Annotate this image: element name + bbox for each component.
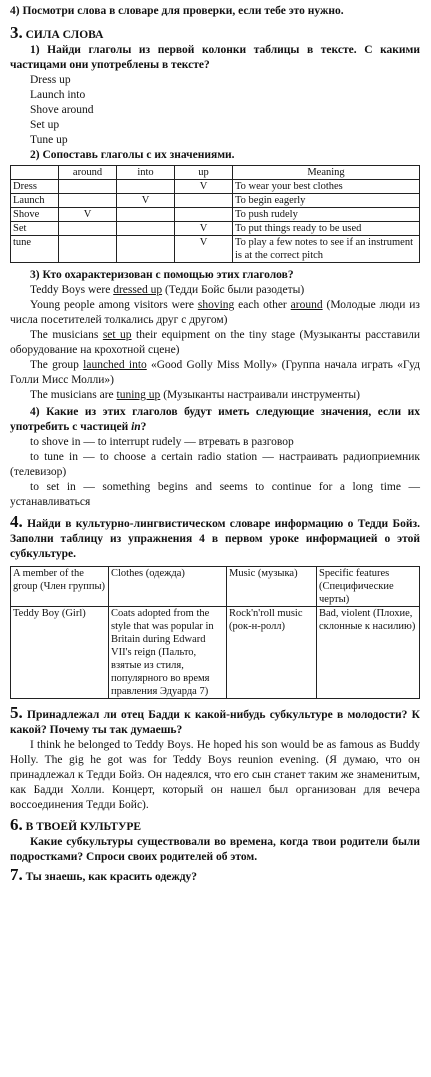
verb-item: Set up <box>30 119 60 131</box>
s3-question-2: 2) Сопоставь глаголы с их значениями. <box>30 149 235 161</box>
answer-text: Young people among visitors were <box>30 299 198 311</box>
verb-item: Tune up <box>30 134 68 146</box>
answer-text: (Молодые люди из числа посетителей толкались друг с другом) <box>10 299 420 326</box>
answer-text: each other <box>234 299 291 311</box>
meaning-line: to shove in — to interrupt rudely — втревать в разговор <box>30 436 294 448</box>
table-cell: V <box>59 208 117 222</box>
table-cell: To play a few notes to see if an instrument is at the correct pitch <box>233 236 420 263</box>
table-cell <box>117 222 175 236</box>
table-cell: Teddy Boy (Girl) <box>11 607 109 699</box>
underlined-verb: tuning up <box>116 389 161 401</box>
table-cell <box>117 180 175 194</box>
table-cell <box>59 180 117 194</box>
section-5-text: Принадлежал ли отец Бадди к какой-нибудь субкультуре в молодости? К какой? Почему ты так думаешь? <box>10 709 420 736</box>
answer-text: (Музыканты настраивали инструменты) <box>160 389 360 401</box>
s3-answer-5 <box>10 388 420 403</box>
section-4-number: 4. <box>10 512 23 531</box>
s3-answer-4 <box>10 358 420 388</box>
table-row <box>11 222 420 236</box>
exercise-top-q4: 4) Посмотри слова в словаре для проверки, если тебе это нужно. <box>10 5 344 17</box>
underlined-verb: launched into <box>83 359 147 371</box>
table-cell <box>59 236 117 263</box>
section-4-text <box>10 514 420 562</box>
s3-question-4 <box>10 405 420 435</box>
table-row <box>11 180 420 194</box>
section-7-text: Ты знаешь, как красить одежду? <box>25 871 198 883</box>
section-5-question <box>10 705 420 738</box>
table-header-cell: into <box>117 166 175 180</box>
table-header-row <box>11 567 420 607</box>
table-cell: V <box>175 180 233 194</box>
underlined-verb: dressed up <box>113 284 163 296</box>
section-6-heading <box>10 817 420 835</box>
s3-question-1: 1) Найди глаголы из первой колонки таблицы в тексте. С какими частицами они употреблены в тексте? <box>10 44 420 71</box>
table-header-cell: around <box>59 166 117 180</box>
s3-answer-1 <box>10 283 420 298</box>
verb-list <box>10 73 420 148</box>
answer-text: The group <box>30 359 84 371</box>
section-7-question <box>10 867 420 885</box>
particle-in: in <box>131 421 141 433</box>
table-cell: Launch <box>11 194 59 208</box>
verbs-meaning-table <box>10 165 420 263</box>
section-5-answer: I think he belonged to Teddy Boys. He hoped his son would be as famous as Buddy Holly. The gig he got was for Teddy Boys reunion evening. (Я думаю, что он принадлежал к Тедди Бойз. Он надеялся, что его сын станет таким же знаменитым, как Бадди Холли. Концерт, который он нашел был организован для вечера воссоединения Тедди Бойс). <box>10 739 420 811</box>
table-cell: To begin eagerly <box>233 194 420 208</box>
table-cell <box>175 208 233 222</box>
table-row <box>11 194 420 208</box>
table-cell: tune <box>11 236 59 263</box>
table-cell <box>117 208 175 222</box>
s3-answer-2 <box>10 298 420 328</box>
table-cell: V <box>175 236 233 263</box>
table-cell: To put things ready to be used <box>233 222 420 236</box>
table-row <box>11 208 420 222</box>
table-header-cell: up <box>175 166 233 180</box>
section-6-title: В ТВОЕЙ КУЛЬТУРЕ <box>25 821 142 833</box>
table-cell: Set <box>11 222 59 236</box>
table-cell <box>59 222 117 236</box>
section-3-number: 3. <box>10 23 23 42</box>
table-header-cell: Music (музыка) <box>227 567 317 607</box>
underlined-verb: set up <box>102 329 132 341</box>
answer-text: (Тедди Бойс были разодеты) <box>162 284 305 296</box>
table-cell: Bad, violent (Плохие, склонные к насилию) <box>317 607 420 699</box>
section-7-number: 7. <box>10 865 23 884</box>
table-header-cell: Clothes (одежда) <box>109 567 227 607</box>
table-cell <box>175 194 233 208</box>
table-row <box>11 236 420 263</box>
table-cell <box>59 194 117 208</box>
s3-question-3: 3) Кто охарактеризован с помощью этих глаголов? <box>30 269 294 281</box>
table-cell: V <box>175 222 233 236</box>
s3-answer-3 <box>10 328 420 358</box>
answer-text: The musicians <box>30 329 103 341</box>
section-5-number: 5. <box>10 703 23 722</box>
table-header-cell: Meaning <box>233 166 420 180</box>
table-cell <box>117 236 175 263</box>
table-header-cell: A member of the group (Член группы) <box>11 567 109 607</box>
table-cell: Coats adopted from the style that was popular in Britain during Edward VII's reign (Пальто, взятые из стиля, популярного во время правления Эдуарда 7) <box>109 607 227 699</box>
table-cell: Dress <box>11 180 59 194</box>
section-6-number: 6. <box>10 815 23 834</box>
answer-text: «Good Golly Miss Molly» (Группа начала играть «Гуд Голли Мисс Молли») <box>10 359 420 386</box>
table-cell: Shove <box>11 208 59 222</box>
section-6-question: Какие субкультуры существовали во времена, когда твои родители были подростками? Спроси своих родителей об этом. <box>10 836 420 863</box>
verb-item: Launch into <box>30 89 86 101</box>
meaning-line: to set in — something begins and seems to continue for a long time — устанавливаться <box>10 481 420 508</box>
table-cell: To wear your best clothes <box>233 180 420 194</box>
meaning-line: to tune in — to choose a certain radio station — настраивать радиоприемник (телевизор) <box>10 451 420 478</box>
section-3-title: СИЛА СЛОВА <box>25 29 104 41</box>
answer-text: their equipment on the tiny stage (Музыканты расставили оборудование на крохотной сцене) <box>10 329 420 356</box>
underlined-particle: around <box>290 299 323 311</box>
verb-item: Shove around <box>30 104 94 116</box>
verb-item: Dress up <box>30 74 71 86</box>
question-text: ? <box>140 421 147 433</box>
table-header-cell: Specific features (Специфические черты) <box>317 567 420 607</box>
table-header-row <box>11 166 420 180</box>
table-cell: To push rudely <box>233 208 420 222</box>
question-text: 4) Какие из этих глаголов будут иметь следующие значения, если их употребить с частицей <box>10 406 420 433</box>
section-3-heading <box>10 25 420 43</box>
answer-text: The musicians are <box>30 389 117 401</box>
answer-text: Teddy Boys were <box>30 284 114 296</box>
table-row <box>11 607 420 699</box>
section-4-instruction: Найди в культурно-лингвистическом словаре информацию о Тедди Бойз. Заполни таблицу из упражнения 4 в первом уроке информацией о этой субкультуре. <box>10 518 420 560</box>
table-cell: Rock'n'roll music (рок-н-ролл) <box>227 607 317 699</box>
subculture-table <box>10 566 420 699</box>
underlined-verb: shoving <box>197 299 235 311</box>
table-cell: V <box>117 194 175 208</box>
table-header-cell <box>11 166 59 180</box>
